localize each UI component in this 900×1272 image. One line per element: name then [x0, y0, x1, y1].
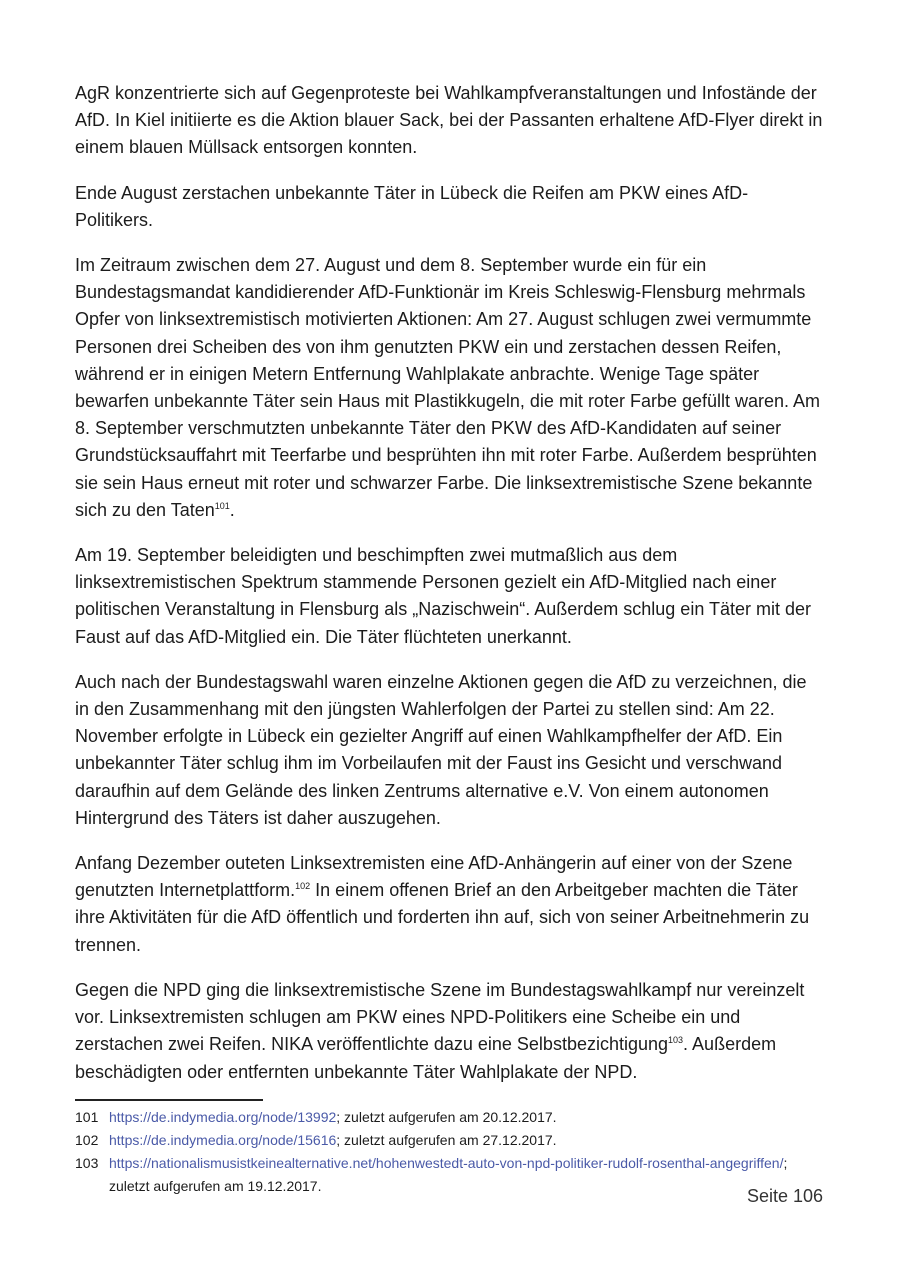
- footnote-divider: [75, 1099, 263, 1101]
- footnote-102: [75, 1129, 825, 1152]
- paragraph: Im Zeitraum zwischen dem 27. August und dem 8. September wurde ein für ein Bundestagsmandat kandidierender AfD-Funktionär im Kreis Schleswig-Flensburg mehrmals Opfer von linksextremistisch motivierten Aktionen: Am 27. August schlugen zwei vermummte Personen drei Scheiben des von ihm genutzten PKW ein und zerstachen dessen Reifen, während er in einigen Metern Entfernung Wahlplakate anbrachte. Wenige Tage später bewarfen unbekannte Täter sein Haus mit Plastikkugeln, die mit roter Farbe gefüllt waren. Am 8. September verschmutzten unbekannte Täter den PKW des AfD-Kandidaten auf seiner Grundstücksauffahrt mit Teerfarbe und besprühten ihn mit roter Farbe. Außerdem besprühten sie sein Haus erneut mit roter und schwarzer Farbe. Die linksextremistische Szene bekannte sich zu den Taten$^{101}$.: [75, 255, 821, 520]
- footnote-number: 103: [75, 1155, 99, 1171]
- footnote-link[interactable]: https://de.indymedia.org/node/15616: [109, 1132, 337, 1148]
- footnote-note: ; zuletzt aufgerufen am 19.12.2017.: [109, 1155, 788, 1194]
- page-number: Seite 106: [746, 1186, 823, 1206]
- paragraph: Gegen die NPD ging die linksextremistische Szene im Bundestagswahlkampf nur vereinzelt vor. Linksextremisten schlugen am PKW eines NPD-Politikers eine Scheibe ein und zerstachen zwei Reifen. NIKA veröffentlichte dazu eine Selbstbezichtigung$^{103}$. Außerdem beschädigten oder entfernten unbekannte Täter Wahlplakate der NPD.: [75, 979, 805, 1082]
- footnote-number: 101: [75, 1109, 99, 1125]
- paragraph: Auch nach der Bundestagswahl waren einzelne Aktionen gegen die AfD zu verzeichnen, die in den Zusammenhang mit den jüngsten Wahlerfolgen der Partei zu stellen sind: Am 22. November erfolgte in Lübeck ein gezielter Angriff auf einen Wahlkampfhelfer der AfD. Ein unbekannter Täter schlug ihm im Vorbeilaufen mit der Faust ins Gesicht und verschwand daraufhin auf dem Gelände des linken Zentrums alternative e.V. Von einem autonomen Hintergrund des Täters ist daher auszugehen.: [75, 671, 807, 828]
- paragraph: Am 19. September beleidigten und beschimpften zwei mutmaßlich aus dem linksextremistischen Spektrum stammende Personen gezielt ein AfD-Mitglied nach einer politischen Veranstaltung in Flensburg als „Nazischwein“. Außerdem schlug ein Täter mit der Faust auf das AfD-Mitglied ein. Die Täter flüchteten unerkannt.: [75, 545, 812, 647]
- body-text: [75, 80, 825, 1104]
- footnote-link[interactable]: https://nationalismusistkeinealternative.net/hohenwestedt-auto-von-npd-politiker-rudolf-rosenthal-angegriffen/: [109, 1155, 784, 1171]
- footnote-note: ; zuletzt aufgerufen am 20.12.2017.: [336, 1109, 557, 1125]
- footnote-101: [75, 1106, 825, 1129]
- footnote-link[interactable]: https://de.indymedia.org/node/13992: [109, 1109, 337, 1125]
- paragraph: Ende August zerstachen unbekannte Täter in Lübeck die Reifen am PKW eines AfD-Politikers.: [75, 182, 749, 230]
- footnote-ref-102[interactable]: 102: [295, 881, 311, 892]
- footnote-103: [75, 1152, 825, 1198]
- footnote-note: ; zuletzt aufgerufen am 27.12.2017.: [336, 1132, 557, 1148]
- footnote-number: 102: [75, 1132, 99, 1148]
- paragraph: AgR konzentrierte sich auf Gegenproteste bei Wahlkampfveranstaltungen und Infostände der AfD. In Kiel initiierte es die Aktion blauer Sack, bei der Passanten erhaltene AfD-Flyer direkt in einem blauen Müllsack entsorgen konnten.: [75, 83, 823, 158]
- footnote-ref-101[interactable]: 101: [214, 500, 230, 511]
- footnotes: [75, 1106, 825, 1198]
- paragraph: Anfang Dezember outeten Linksextremisten eine AfD-Anhängerin auf einer von der Szene genutzten Internetplattform.$^{102}$ In einem offenen Brief an den Arbeitgeber machten die Täter ihre Aktivitäten für die AfD öffentlich und forderten ihn auf, sich von seiner Arbeitnehmerin zu trennen.: [75, 853, 810, 955]
- footnote-ref-103[interactable]: 103: [668, 1035, 684, 1046]
